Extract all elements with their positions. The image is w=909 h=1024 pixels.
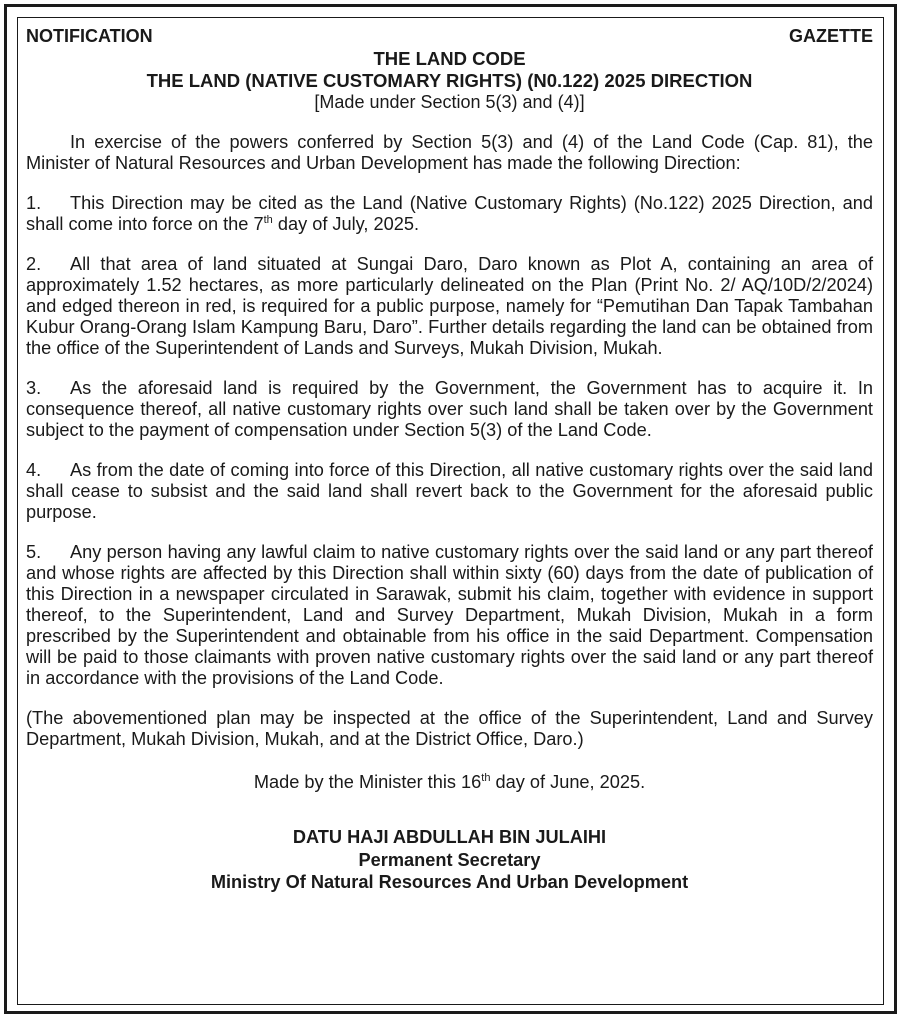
subtitle: [Made under Section 5(3) and (4)] [314,92,585,112]
paragraph-2: 2. All that area of land situated at Sungai Daro, Daro known as Plot A, containing an area of approximately 1.52 hectares, as more particularly delineated on the Plan (Print No. 2/ AQ/10D/2/2024) and edged thereon in red, is required for a public purpose, namely for “Pemutihan Dan Tapak Tambahan Kubur Orang-Orang Islam Kampung Baru, Daro”. Further details regarding the land can be obtained from the office of the Superintendent of Lands and Surveys, Mukah Division, Mukah. [26,254,873,358]
paragraph-5: 5. Any person having any lawful claim to native customary rights over the said land or any part thereof and whose rights are affected by this Direction shall within sixty (60) days from the date of publication of this Direction in a newspaper circulated in Sarawak, submit his claim, together with evidence in support thereof, to the Superintendent, Land and Survey Department, Mukah Division, Mukah in a form prescribed by the Superintendent and obtainable from his office in the said Department. Compensation will be paid to those claimants with proven native customary rights over the said land or any part thereof in accordance with the provisions of the Land Code. [26,542,873,688]
gazette-label: GAZETTE [789,26,873,46]
paragraph-1: 1. This Direction may be cited as the Land (Native Customary Rights) (No.122) 2025 Direction, and shall come into force on the 7th day of July, 2025. [26,193,873,234]
notification-label: NOTIFICATION [26,26,153,46]
made-by-line: Made by the Minister this 16th day of June, 2025. [253,771,646,792]
header-row [26,26,873,47]
plan-inspection-note: (The abovementioned plan may be inspected at the office of the Superintendent, Land and Survey Department, Mukah Division, Mukah, and at the District Office, Daro.) [26,708,873,749]
notice-body [17,17,884,1005]
intro-paragraph: In exercise of the powers conferred by Section 5(3) and (4) of the Land Code (Cap. 81), the Minister of Natural Resources and Urban Development has made the following Direction: [26,132,873,173]
paragraph-3: 3. As the aforesaid land is required by the Government, the Government has to acquire it. In consequence thereof, all native customary rights over such land shall be taken over by the Government subject to the payment of compensation under Section 5(3) of the Land Code. [26,378,873,440]
signature-block [26,826,873,894]
paragraph-4: 4. As from the date of coming into force of this Direction, all native customary rights over the said land shall cease to subsist and the said land shall revert back to the Government for the aforesaid public purpose. [26,460,873,522]
title-land-code: THE LAND CODE [373,48,526,69]
signatory-ministry: Ministry Of Natural Resources And Urban Development [210,872,689,892]
signatory-position: Permanent Secretary [358,849,541,870]
title-direction: THE LAND (NATIVE CUSTOMARY RIGHTS) (N0.122) 2025 DIRECTION [146,70,753,91]
notice-border [4,4,897,1014]
signatory-name: DATU HAJI ABDULLAH BIN JULAIHI [292,827,607,847]
